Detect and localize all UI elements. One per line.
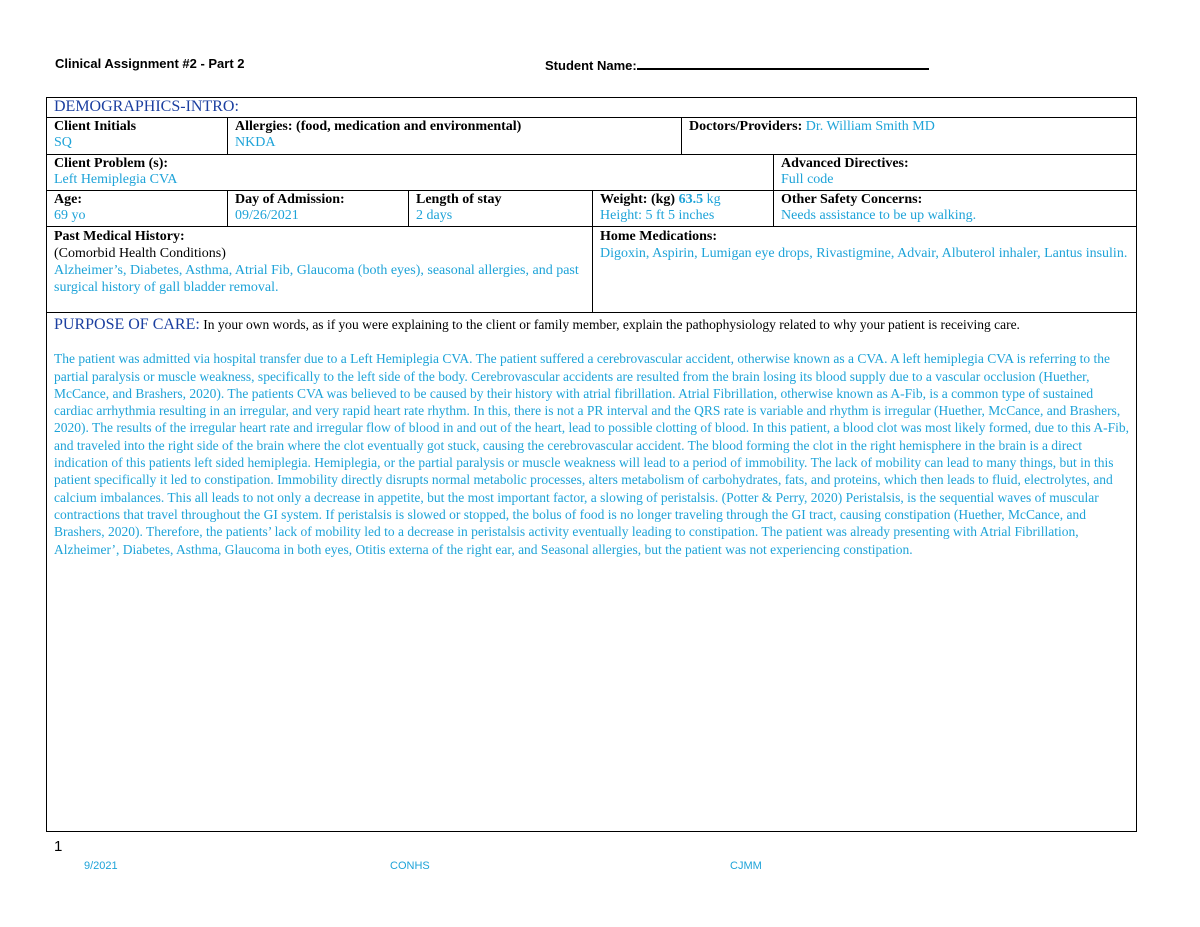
footer-date: 9/2021 [84,860,118,872]
spacer [54,333,1129,350]
purpose-instructions-block [54,316,1129,333]
home-medications-label: Home Medications: [600,229,718,244]
footer-initials: CJMM [730,860,762,872]
purpose-instructions: In your own words, as if you were explaining to the client or family member, explain the pathophysiology related to why your patient is receiving care. [203,317,1020,332]
client-problem-cell [47,154,773,190]
home-medications-value: Digoxin, Aspirin, Lumigan eye drops, Rivastigmine, Advair, Albuterol inhaler, Lantus insulin. [600,246,1128,261]
advanced-directives-value: Full code [781,172,834,187]
advanced-directives-label: Advanced Directives: [781,156,909,171]
length-of-stay-label: Length of stay [416,192,502,207]
footer-org: CONHS [390,860,430,872]
page-number: 1 [54,838,63,855]
doctors-cell [681,117,1136,154]
purpose-of-care-cell [47,312,1136,831]
assignment-title: Clinical Assignment #2 - Part 2 [55,56,245,71]
admission-value: 09/26/2021 [235,208,299,223]
doctors-value: Dr. William Smith MD [805,119,935,134]
pmh-value: Alzheimer’s, Diabetes, Asthma, Atrial Fib, Glaucoma (both eyes), seasonal allergies, and past surgical history of gall bladder removal. [54,263,579,295]
home-medications-cell [592,226,1136,312]
age-value: 69 yo [54,208,86,223]
past-medical-history-cell [47,226,592,312]
admission-label: Day of Admission: [235,192,345,207]
doctors-label: Doctors/Providers: [689,119,803,134]
length-of-stay-value: 2 days [416,208,453,223]
client-initials-label: Client Initials [54,119,137,134]
student-name-line [637,56,929,70]
client-initials-value: SQ [54,135,72,150]
client-initials-cell [47,117,227,154]
safety-value: Needs assistance to be up walking. [781,208,977,223]
weight-unit: kg [706,192,721,207]
safety-label: Other Safety Concerns: [781,192,923,207]
safety-cell [773,190,1136,226]
weight-value: 63.5 [678,192,704,207]
length-of-stay-cell [408,190,592,226]
purpose-body: The patient was admitted via hospital transfer due to a Left Hemiplegia CVA. The patient suffered a cerebrovascular accident, otherwise known as a CVA. A left hemiplegia CVA is referring to the partial paralysis or muscle weakness, specifically to the left side of the body. Cerebrovascular accidents are resulted from the brain losing its blood supply due to a vascular occlusion (Huether, McCance, and Brashers, 2020). The patients CVA was believed to be caused by their history with atrial fibrillation. Atrial Fibrillation, otherwise known as A-Fib, is a common type of sustained cardiac arrhythmia resulting in an irregular, and very rapid heart rate rhythm. In this, there is not a PR interval and the QRS rate is variable and rhythm is irregular (Huether, McCance, and Brashers, 2020). The results of the irregular heart rate and irregular flow of blood in and out of the heart, lead to possible clotting of blood. In this patient, a blood clot was most likely formed, due to this A-Fib, and traveled into the right side of the brain where the clot eventually got stuck, causing the cerebrovascular accident. The blood forming the clot in the right hemisphere in the brain is a direct indication of this patients left sided hemiplegia. Hemiplegia, or the partial paralysis or muscle weakness will lead to a period of immobility. The lack of mobility can lead to many things, but in this patient specifically it led to constipation. Immobility directly disrupts normal metabolic processes, alters metabolism of carbohydrates, fats, and proteins, which then leads to fluid, electrolytes, and calcium imbalances. This all leads to not only a decrease in appetite, but the most important factor, a slowing of peristalsis. (Potter & Perry, 2020) Peristalsis, is the sequential waves of muscular contractions that travel throughout the GI system. If peristalsis is slowed or stopped, the bolus of food is no longer traveling through the GI tract, causing constipation (Huether, McCance, and Brashers, 2020). Therefore, the patients’ lack of mobility led to a decrease in peristalsis activity eventually leading to constipation. The patient was already presenting with Atrial Fibrillation, Alzheimer’, Diabetes, Asthma, Glaucoma in both eyes, Otitis externa of the right ear, and Seasonal allergies, but the patient was not experiencing constipation. [54,351,1130,557]
height-value: Height: 5 ft 5 inches [600,208,715,223]
purpose-title: PURPOSE OF CARE: [54,316,200,333]
client-problem-label: Client Problem (s): [54,156,169,171]
admission-cell [227,190,408,226]
client-problem-value: Left Hemiplegia CVA [54,172,178,187]
age-label: Age: [54,192,82,207]
age-cell [47,190,227,226]
weight-label: Weight: (kg) [600,192,676,207]
student-name [545,56,929,73]
student-name-label: Student Name: [545,58,637,73]
allergies-value: NKDA [235,135,276,150]
assignment-form [46,97,1137,832]
advanced-directives-cell [773,154,1136,190]
allergies-label: Allergies: (food, medication and environmental) [235,119,522,134]
weight-cell [592,190,773,226]
demographics-title: DEMOGRAPHICS-INTRO: [54,98,239,115]
allergies-cell [227,117,681,154]
pmh-subtitle: (Comorbid Health Conditions) [54,246,226,261]
demographics-title-cell [47,98,1136,117]
pmh-label: Past Medical History: [54,229,185,244]
